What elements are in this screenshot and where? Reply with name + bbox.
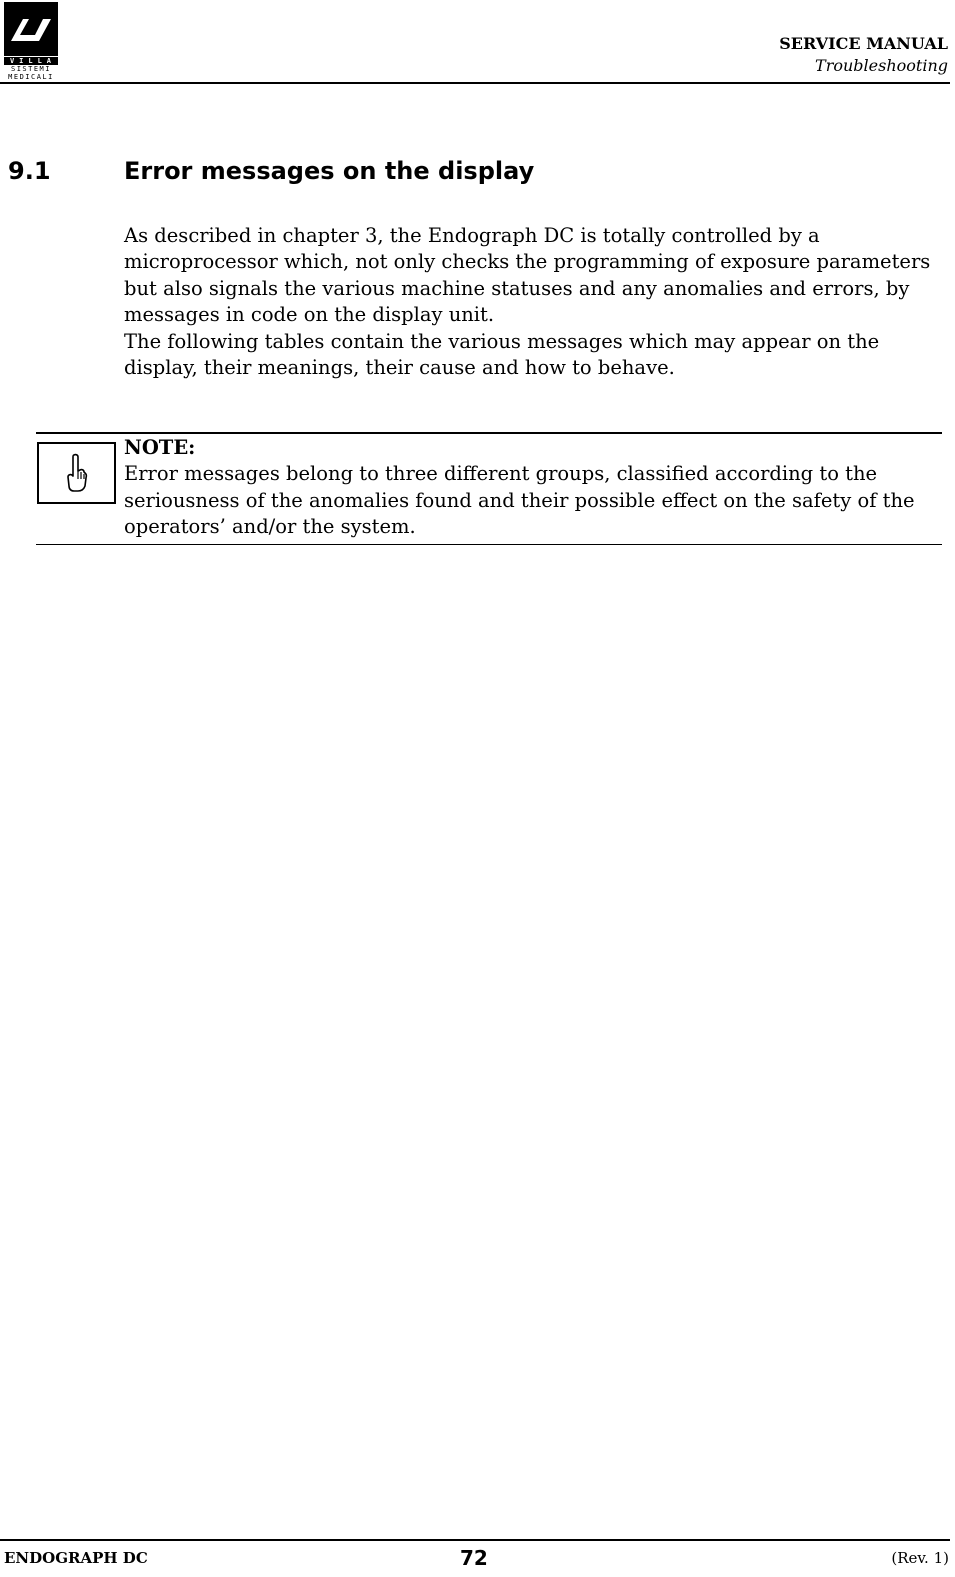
logo-mark-icon — [4, 2, 58, 56]
page-header — [779, 33, 948, 77]
section-title: Error messages on the display — [124, 157, 535, 185]
footer-divider — [0, 1539, 950, 1541]
logo-text-line-1: VILLA — [4, 57, 58, 65]
footer-product-name: ENDOGRAPH DC — [4, 1549, 148, 1567]
page-number: 72 — [460, 1546, 488, 1570]
note-icon-frame — [37, 442, 116, 504]
logo-text-line-3: MEDICALI — [8, 73, 54, 81]
section-number: 9.1 — [8, 157, 51, 185]
company-logo — [4, 2, 58, 80]
note-text: Error messages belong to three different groups, classified according to the seriousness of the anomalies found and their possible effect on the safety of the operators’ and/or the system. — [124, 462, 915, 539]
intro-text — [124, 223, 946, 381]
note-body — [124, 435, 940, 541]
revision-label: (Rev. 1) — [891, 1549, 949, 1567]
logo-text-line-2: SISTEMI — [10, 65, 51, 73]
pointing-hand-icon — [65, 453, 89, 493]
header-divider — [0, 82, 950, 84]
logo-text — [4, 57, 58, 81]
intro-paragraph-2: The following tables contain the various messages which may appear on the display, their meanings, their cause and how to behave. — [124, 329, 880, 380]
chapter-title: Troubleshooting — [815, 56, 948, 75]
note-title: NOTE: — [124, 436, 196, 459]
manual-title: SERVICE MANUAL — [779, 34, 948, 53]
intro-paragraph-1: As described in chapter 3, the Endograph DC is totally controlled by a microprocessor which, not only checks the programming of exposure parameters but also signals the various machine statuses and any anomalies and errors, by messages in code on the display unit. — [124, 224, 931, 327]
section-heading — [8, 153, 534, 189]
note-box — [36, 432, 942, 545]
